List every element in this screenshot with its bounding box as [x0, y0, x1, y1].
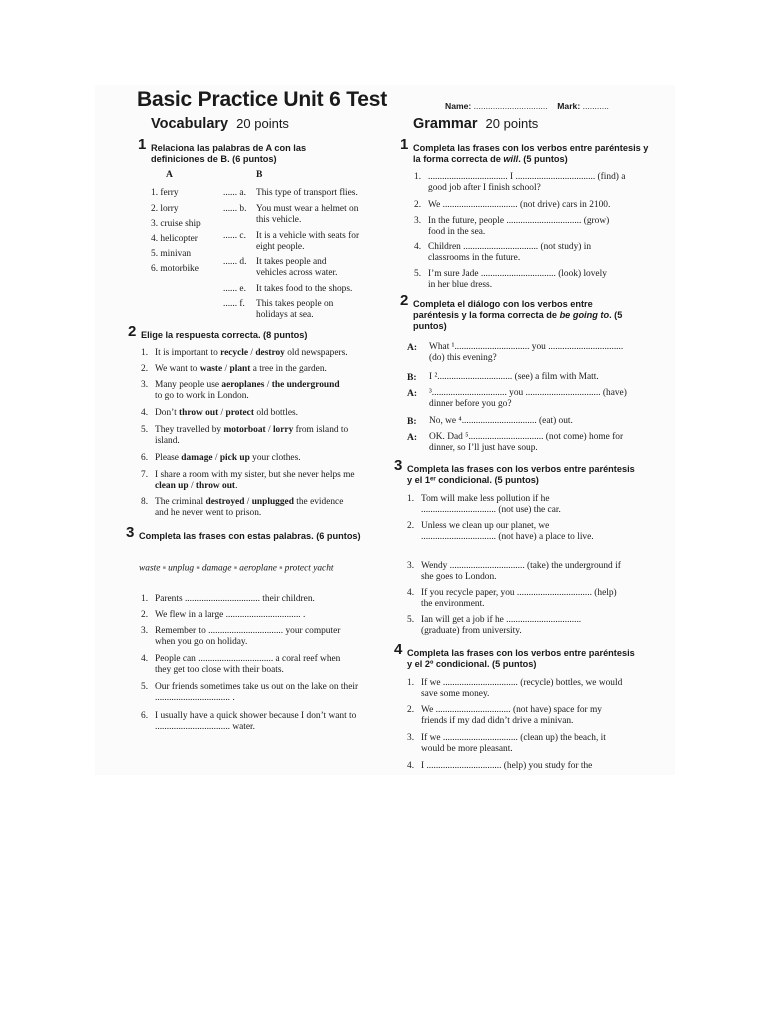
list-item: 3. If we ................................ (clean up) the beach, it would be more pleasant.	[407, 733, 606, 754]
dialogue-line: No, we ⁴................................ (eat) out.	[429, 416, 573, 426]
list-item: 2. lorry	[151, 204, 179, 214]
list-item: 4. Children ................................ (not study) in classrooms in the future.	[414, 242, 592, 263]
vocab-ex3-instruction: 3 Completa las frases con estas palabras. (6 puntos)	[126, 524, 361, 541]
grammar-ex3-instruction: 3 Completa las frases con los verbos entre paréntesis y el 1ᵉʳ condicional. (5 puntos)	[394, 457, 635, 485]
list-item: 1. Parents ................................ their children.	[141, 594, 315, 604]
grammar-title: Grammar	[413, 116, 478, 132]
option-a[interactable]: throw out	[179, 408, 219, 418]
definition: This takes people on holidays at sea.	[256, 299, 334, 320]
list-item: 4. People can ................................ a coral reef when they get too close with their boats.	[141, 654, 341, 675]
option-a[interactable]: aeroplanes	[221, 380, 265, 390]
option-b[interactable]: protect	[225, 408, 254, 418]
list-item: 4. If you recycle paper, you ................................ (help) the environment.	[407, 588, 617, 609]
option-a[interactable]: recycle	[220, 348, 249, 358]
list-item: 3. Wendy ................................ (take) the underground if she goes to London.	[407, 561, 621, 582]
column-b-header: B	[256, 169, 263, 180]
dialogue-line: OK. Dad ⁵................................ (not come) home for dinner, so I’ll just have soup.	[429, 432, 624, 453]
option-a[interactable]: damage	[181, 453, 213, 463]
list-item: 2. We ................................ (not drive) cars in 2100.	[414, 200, 611, 210]
name-mark-line	[445, 101, 609, 111]
list-item: 6. motorbike	[151, 264, 199, 274]
match-blank[interactable]: ...... b.	[223, 204, 247, 214]
list-item: 1. ferry	[151, 188, 179, 198]
option-b[interactable]: unplugged	[251, 497, 294, 507]
grammar-heading	[413, 116, 538, 132]
option-a[interactable]: waste	[199, 364, 223, 374]
list-item: 3. cruise ship	[151, 219, 201, 229]
vocabulary-heading	[151, 116, 289, 132]
list-item: 7. I share a room with my sister, but she never helps me clean up / throw out.	[141, 470, 355, 491]
match-blank[interactable]: ...... c.	[223, 231, 246, 241]
list-item: 8. The criminal destroyed / unplugged the evidence and he never went to prison.	[141, 497, 344, 518]
list-item: 5. Ian will get a job if he ................................ (graduate) from university.	[407, 615, 582, 636]
grammar-ex2-instruction: 2 Completa el diálogo con los verbos entre paréntesis y la forma correcta de be going to. (5 puntos)	[400, 292, 623, 331]
vocabulary-points: 20 points	[236, 116, 289, 131]
list-item: 2. We want to waste / plant a tree in the garden.	[141, 364, 327, 374]
match-blank[interactable]: ...... d.	[223, 257, 247, 267]
list-item: 3. Remember to ................................ your computer when you go on holiday.	[141, 626, 341, 647]
list-item: 3. Many people use aeroplanes / the underground to go to work in London.	[141, 380, 340, 401]
list-item: 1. Tom will make less pollution if he ................................ (not use) the car.	[407, 494, 561, 515]
column-a-header: A	[166, 169, 173, 180]
speaker-label: A:	[407, 388, 418, 399]
match-blank[interactable]: ...... a.	[223, 188, 246, 198]
list-item: 5. minivan	[151, 249, 192, 259]
vocab-ex1-instruction: 1 Relaciona las palabras de A con las definiciones de B. (6 puntos)	[138, 136, 307, 164]
mark-blank[interactable]: ...........	[582, 101, 609, 111]
list-item: 4. Don’t throw out / protect old bottles.	[141, 408, 298, 418]
list-item: 2. We ................................ (not have) space for my friends if my dad didn’t drive a minivan.	[407, 705, 602, 726]
vocab-ex2-instruction: 2 Elige la respuesta correcta. (8 puntos)	[128, 323, 308, 340]
list-item: 5. Our friends sometimes take us out on the lake on their ................................ .	[141, 682, 359, 703]
grammar-points: 20 points	[485, 116, 539, 131]
match-blank[interactable]: ...... f.	[223, 299, 245, 309]
list-item: 2. We flew in a large ................................ .	[141, 610, 306, 620]
list-item: 2. Unless we clean up our planet, we ................................ (not have) a place to live.	[407, 521, 594, 542]
list-item: 1. .................................. I .................................. (find) a good job after I finish school?	[414, 172, 626, 193]
name-blank[interactable]: ...............................	[473, 101, 548, 111]
list-item: 1. It is important to recycle / destroy old newspapers.	[141, 348, 348, 358]
option-b[interactable]: pick up	[219, 453, 250, 463]
option-b[interactable]: destroy	[255, 348, 285, 358]
grammar-ex4-instruction: 4 Completa las frases con los verbos entre paréntesis y el 2º condicional. (5 puntos)	[394, 641, 635, 669]
definition: You must wear a helmet on this vehicle.	[256, 204, 359, 225]
definition: It is a vehicle with seats for eight people.	[256, 231, 360, 252]
word-bank: waste ■ unplug ■ damage ■ aeroplane ■ protect yacht	[139, 563, 334, 574]
speaker-label: B:	[407, 416, 417, 427]
dialogue-line: ³................................ you ................................ (have) dinner before you go?	[429, 388, 627, 409]
vocabulary-title: Vocabulary	[151, 116, 229, 132]
option-a[interactable]: destroyed	[205, 497, 245, 507]
match-blank[interactable]: ...... e.	[223, 284, 246, 294]
option-a[interactable]: motorboat	[223, 425, 266, 435]
option-a[interactable]: clean up	[155, 481, 189, 491]
list-item: 1. If we ................................ (recycle) bottles, we would save some money.	[407, 678, 623, 699]
definition: This type of transport flies.	[256, 188, 358, 198]
dialogue-line: What ¹................................ you ................................ (do) this evening?	[429, 342, 624, 363]
list-item: 4. I ................................ (help) you study for the	[407, 761, 593, 771]
option-b[interactable]: the underground	[271, 380, 340, 390]
option-b[interactable]: lorry	[272, 425, 294, 435]
list-item: 6. Please damage / pick up your clothes.	[141, 453, 301, 463]
list-item: 6. I usually have a quick shower because I don’t want to ................................ water.	[141, 711, 357, 732]
mark-label: Mark:	[557, 101, 581, 111]
name-label: Name:	[445, 101, 472, 111]
page-title: Basic Practice Unit 6 Test	[137, 88, 388, 111]
definition: It takes food to the shops.	[256, 284, 353, 294]
speaker-label: B:	[407, 372, 417, 383]
dialogue-line: I ²................................ (see) a film with Matt.	[429, 372, 599, 382]
list-item: 4. helicopter	[151, 234, 198, 244]
list-item: 5. I’m sure Jade ................................ (look) lovely in her blue dress.	[414, 269, 607, 290]
list-item: 3. In the future, people ................................ (grow) food in the sea.	[414, 216, 610, 237]
option-b[interactable]: throw out	[195, 481, 236, 491]
list-item: 5. They travelled by motorboat / lorry from island to island.	[141, 425, 349, 446]
grammar-ex1-instruction: 1 Completa las frases con los verbos entre paréntesis y la forma correcta de will. (5 puntos)	[400, 136, 649, 164]
option-b[interactable]: plant	[229, 364, 251, 374]
definition: It takes people and vehicles across water.	[256, 257, 338, 278]
speaker-label: A:	[407, 432, 418, 443]
speaker-label: A:	[407, 342, 418, 353]
